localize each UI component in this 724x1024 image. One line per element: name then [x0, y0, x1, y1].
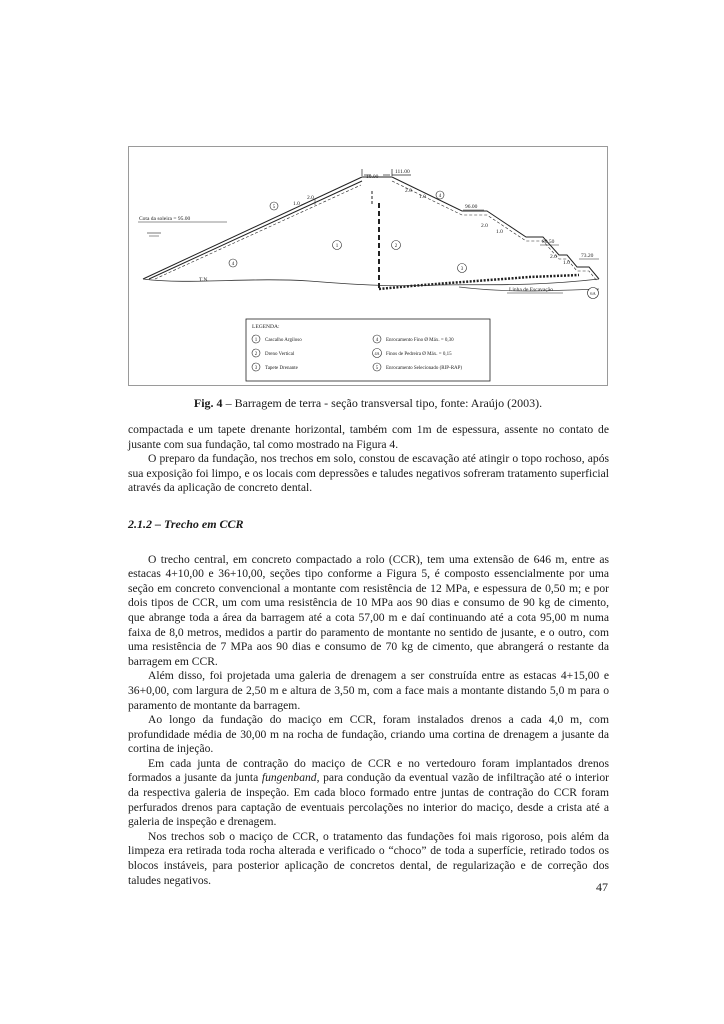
slope-ratio-v-downstream-2: 1.0 — [496, 229, 503, 235]
elevation-73-label: 73.20 — [581, 253, 594, 259]
figure-legend — [246, 319, 490, 381]
section-heading: 2.1.2 – Trecho em CCR — [128, 516, 244, 531]
dam-cross-section-drawing — [129, 147, 607, 385]
svg-text:5: 5 — [375, 366, 379, 371]
svg-text:2: 2 — [394, 244, 398, 249]
figure-caption — [128, 396, 608, 411]
paragraph: O preparo da fundação, nos trechos em solo, constou de escavação até atingir o topo rochoso, após sua exposição foi limpo, e os locais com depressões e taludes negativos sofreram tratamento superficial através da aplicação de concreto dental. — [128, 452, 609, 495]
emphasis-term: fungenband — [261, 771, 317, 785]
paragraph: Além disso, foi projetada uma galeria de drenagem a ser construída entre as estacas 4+15,00 e 36+0,00, com largura de 2,50 m e altura de 3,50 m, com a face mais a montante distando 5,0 m para o paramento de montante da barragem. — [128, 669, 609, 712]
svg-text:Tapete Drenante: Tapete Drenante — [265, 366, 298, 371]
slope-ratio-v-downstream-3: 1.0 — [563, 260, 570, 266]
crest-elevation-label: 111.00 — [395, 169, 410, 175]
natural-terrain-line — [143, 279, 599, 286]
svg-text:Enrocamento Fino Ø Máx. = 0,30: Enrocamento Fino Ø Máx. = 0,30 — [386, 338, 454, 343]
svg-text:4: 4 — [375, 338, 379, 343]
excavation-line-label: Linha de Escavação — [509, 287, 553, 293]
upstream-slope — [143, 177, 362, 279]
tn-label: T.N. — [199, 277, 209, 283]
svg-text:6A: 6A — [590, 291, 596, 296]
paragraph: Nos trechos sob o maciço de CCR, o tratamento das fundações foi mais rigoroso, pois além da limpeza era retirada toda rocha alterada e verificado o “choco” de toda a superfície, retirado todos os blocos instáveis, para posterior aplicação de concretos dental, de regularização e de correção dos taludes negativos. — [128, 829, 609, 887]
svg-text:4A: 4A — [374, 351, 380, 356]
paragraph: Em cada junta de contração do maciço de CCR e no vertedouro foram implantados drenos formados a jusante da junta fungenband, para condução da eventual vazão de infiltração até o interior da respectiva galeria de inspeção. Em cada bloco formado entre juntas de contração do CCR foram perfurados drenos para captação de eventuais percolações no interior do maciço, desde a crista até a galeria de inspeção e drenagem. — [128, 756, 610, 829]
svg-text:3: 3 — [254, 366, 258, 371]
cota-soleira-label: Cota da soleira = 95.00 — [139, 216, 191, 222]
dam-cross-section-figure — [128, 146, 608, 386]
crest-width-label: 10.00 — [366, 174, 379, 180]
svg-text:Finos de Pedreira Ø Máx. = 0,1: Finos de Pedreira Ø Máx. = 0,15 — [386, 352, 452, 357]
paragraph: Ao longo da fundação do maciço em CCR, foram instalados drenos a cada 4,0 m, com profundidade média de 30,00 m na rocha de fundação, criando uma cortina de drenagem a jusante da cortina de injeção. — [128, 713, 609, 756]
svg-text:Enrocamento Selecionado (RIP-R: Enrocamento Selecionado (RIP-RAP) — [386, 366, 463, 371]
material-marker-3 — [458, 264, 467, 273]
elevation-96-label: 96.00 — [465, 204, 478, 210]
slope-ratio-h-downstream-3: 2.0 — [550, 254, 557, 260]
material-marker-2 — [392, 241, 401, 250]
svg-text:1: 1 — [335, 244, 339, 249]
slope-ratio-h-upstream: 2.0 — [307, 195, 314, 201]
svg-text:Cascalho Argiloso: Cascalho Argiloso — [265, 338, 302, 343]
svg-text:4: 4 — [231, 262, 235, 267]
material-marker-4-up — [229, 259, 237, 267]
svg-text:2: 2 — [254, 352, 258, 357]
material-marker-6a — [588, 288, 599, 299]
figure-caption-label: Fig. 4 — [193, 396, 223, 410]
figure-caption-text: – Barragem de terra - seção transversal tipo, fonte: Araújo (2003). — [222, 396, 543, 410]
svg-text:Dreno Vertical: Dreno Vertical — [265, 352, 295, 357]
slope-ratio-h-downstream-1: 2.0 — [405, 188, 412, 194]
material-marker-4-down — [436, 191, 444, 199]
body-text — [128, 423, 609, 888]
paragraph: O trecho central, em concreto compactado a rolo (CCR), tem uma extensão de 646 m, entre as estacas 4+10,00 e 36+10,00, seções tipo conforme a Figura 5, é composto essencialmente por uma seção em concreto convencional a montante com resistência de 12 MPa, e espessura de 0,50 m; e por dois tipos de CCR, um com uma resistência de 10 MPa aos 90 dias e consumo de 90 kg de cimento, que abrange toda a área da barragem até a cota 57,00 m e daí continuando até a cota 95,00 m numa faixa de 8,0 metros, medidos a partir do paramento de montante no sentido de jusante, e o outro, com uma resistência de 7 MPa aos 90 dias e consumo de 70 kg de cimento, que abrangerá o restante da barragem em CCR. — [128, 552, 609, 668]
slope-ratio-h-downstream-2: 2.0 — [481, 223, 488, 229]
material-marker-1 — [333, 241, 342, 250]
svg-text:5: 5 — [272, 205, 276, 210]
svg-text:3: 3 — [460, 267, 464, 272]
material-marker-5 — [270, 202, 278, 210]
paragraph: compactada e um tapete drenante horizontal, também com 1m de espessura, assente no contato de jusante com sua fundação, tal como mostrado na Figura 4. — [128, 423, 609, 451]
elevation-80-label: 80.50 — [542, 239, 555, 245]
slope-ratio-v-downstream-1: 1.0 — [419, 194, 426, 200]
svg-text:1: 1 — [254, 338, 258, 343]
slope-ratio-v-upstream: 1.0 — [293, 201, 300, 207]
page-number: 47 — [596, 880, 608, 894]
svg-text:4: 4 — [438, 194, 442, 199]
legend-title: LEGENDA: — [252, 324, 280, 330]
